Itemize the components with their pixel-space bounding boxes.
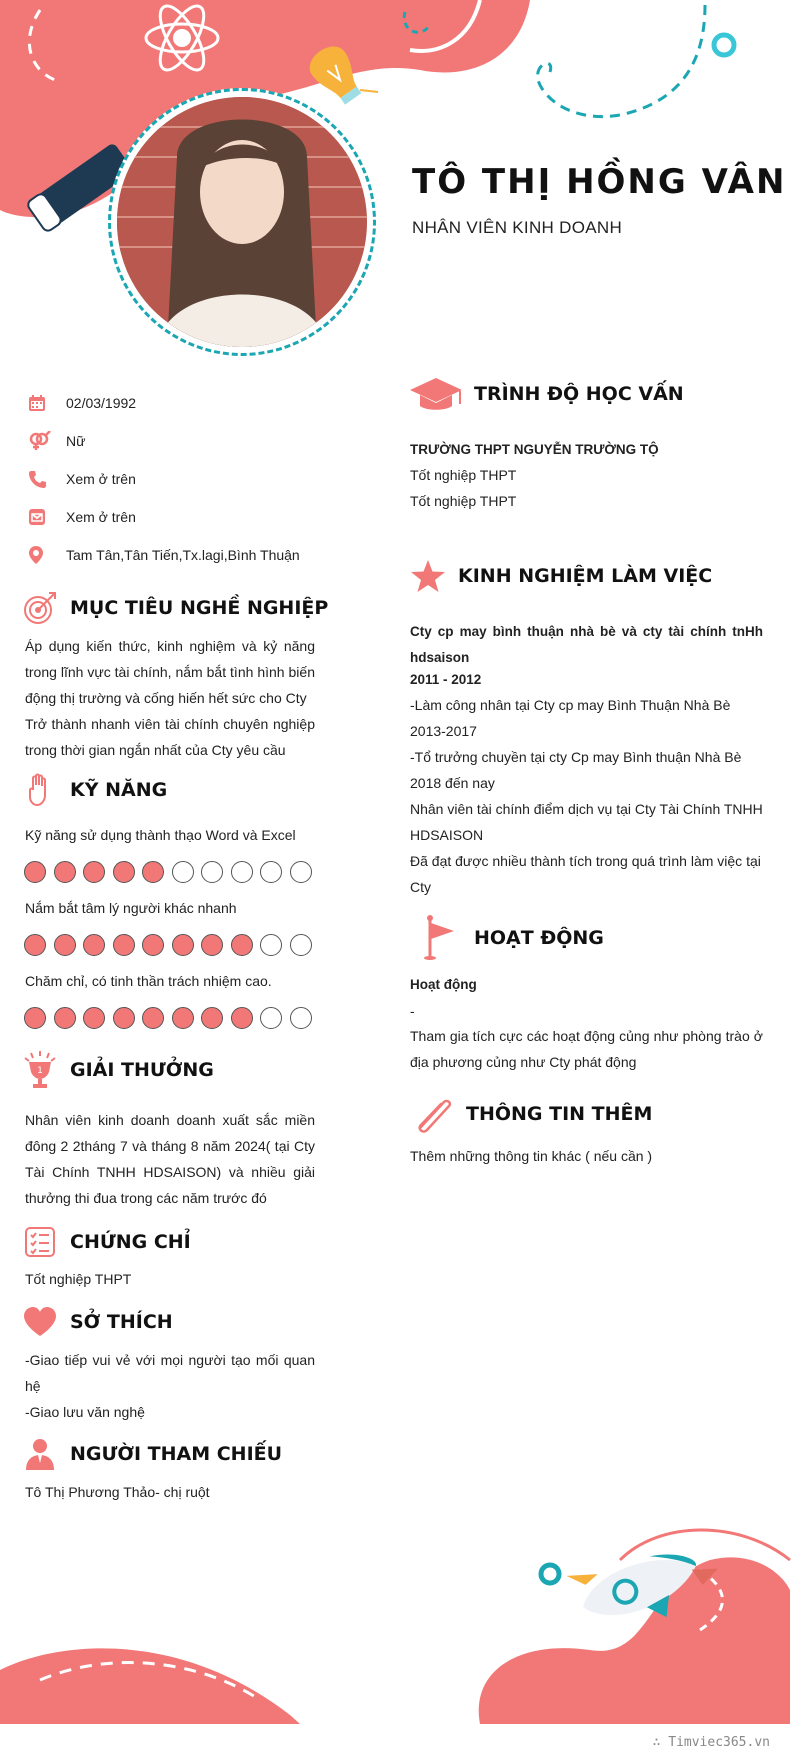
awards-text: Nhân viên kinh doanh doanh xuất sắc miền đông 2 2tháng 7 và tháng 8 năm 2024( tại Cty Tài Chính TNHH HDSAISON) và nhiều giải thưởng thi đua trong các năm trước đó (25, 1112, 315, 1206)
extra-heading (408, 1094, 652, 1134)
rating-dot-filled (231, 1007, 253, 1029)
rating-dot-empty (260, 861, 282, 883)
rating-dot-filled (83, 861, 105, 883)
hobbies-line-1: -Giao tiếp vui vẻ với mọi người tạo mối quan hệ (25, 1352, 315, 1394)
rating-dot-filled (113, 1007, 135, 1029)
contact-text: Xem ở trên (66, 471, 136, 487)
location-icon (28, 544, 58, 566)
skills-heading (20, 770, 167, 810)
star-icon (408, 556, 448, 596)
section-title: GIẢI THƯỞNG (70, 1059, 214, 1081)
rating-dot-filled (142, 1007, 164, 1029)
section-title: HOẠT ĐỘNG (474, 927, 604, 949)
activities-title: Hoạt động (410, 977, 477, 992)
awards-heading (20, 1050, 214, 1090)
references-text: Tô Thị Phương Thảo- chị ruột (25, 1484, 210, 1500)
education-school: TRƯỜNG THPT NGUYỄN TRƯỜNG TỘ (410, 442, 659, 457)
hobbies-heading (20, 1302, 173, 1342)
activities-dash: - (410, 1003, 415, 1019)
contact-email (28, 498, 328, 536)
flag-icon (408, 918, 464, 958)
svg-text:1: 1 (37, 1066, 43, 1076)
contact-birthdate (28, 384, 328, 422)
section-title: KINH NGHIỆM LÀM VIỆC (458, 565, 713, 587)
skill-label: Nắm bắt tâm lý người khác nhanh (25, 900, 237, 916)
rating-dot-filled (24, 934, 46, 956)
contact-text: Xem ở trên (66, 509, 136, 525)
certificates-text: Tốt nghiệp THPT (25, 1271, 132, 1287)
graduation-cap-icon (408, 374, 464, 414)
skill-rating (24, 934, 319, 956)
activities-heading (408, 918, 604, 958)
skill-label: Chăm chỉ, có tinh thần trách nhiệm cao. (25, 973, 272, 989)
heart-icon (20, 1302, 60, 1342)
contact-text: Nữ (66, 433, 86, 449)
education-line-1: Tốt nghiệp THPT (410, 467, 517, 483)
rating-dot-filled (142, 861, 164, 883)
experience-line: 2018 đến nay (410, 775, 495, 791)
profile-name: TÔ THỊ HỒNG VÂN (412, 162, 787, 202)
section-title: KỸ NĂNG (70, 779, 168, 801)
rating-dot-filled (113, 861, 135, 883)
checklist-icon (20, 1222, 60, 1262)
skill-rating (24, 861, 319, 883)
rating-dot-filled (24, 861, 46, 883)
contact-phone (28, 460, 328, 498)
contact-gender (28, 422, 328, 460)
rating-dot-filled (83, 1007, 105, 1029)
hobbies-line-2: -Giao lưu văn nghệ (25, 1404, 145, 1420)
rating-dot-filled (172, 1007, 194, 1029)
profile-photo (108, 88, 376, 356)
objective-text: Áp dụng kiến thức, kinh nghiệm và kỷ năng trong lĩnh vực tài chính, nắm bắt tình hình biến động thị trường và cống hiến hết sức cho Cty (25, 638, 315, 706)
experience-line: -Tổ trưởng chuyền tại cty Cp may Bình thuận Nhà Bè (410, 749, 742, 765)
experience-line: 2013-2017 (410, 723, 477, 739)
rating-dot-empty (290, 861, 312, 883)
education-heading (408, 374, 684, 414)
section-title: SỞ THÍCH (70, 1311, 173, 1333)
target-icon (20, 588, 60, 628)
experience-heading (408, 556, 712, 596)
references-heading (20, 1434, 282, 1474)
section-title: THÔNG TIN THÊM (466, 1103, 653, 1125)
rating-dot-filled (54, 1007, 76, 1029)
rating-dot-empty (172, 861, 194, 883)
email-icon (28, 506, 58, 528)
contact-address (28, 536, 328, 574)
rating-dot-empty (231, 861, 253, 883)
paperclip-icon (408, 1094, 456, 1134)
contact-text: 02/03/1992 (66, 395, 137, 411)
watermark: ∴ Timviec365.vn (652, 1735, 770, 1750)
rating-dot-empty (201, 861, 223, 883)
extra-text: Thêm những thông tin khác ( nếu cần ) (410, 1148, 653, 1164)
skill-rating (24, 1007, 319, 1029)
rating-dot-filled (172, 934, 194, 956)
avatar-portrait (117, 97, 367, 347)
phone-icon (28, 468, 58, 490)
rating-dot-filled (142, 934, 164, 956)
experience-line: -Làm công nhân tại Cty cp may Bình Thuận Nhà Bè (410, 697, 731, 713)
objective-heading (20, 588, 328, 628)
contact-text: Tam Tân,Tân Tiến,Tx.lagi,Bình Thuận (66, 547, 300, 563)
certificates-heading (20, 1222, 191, 1262)
section-title: CHỨNG CHỈ (70, 1231, 191, 1253)
rating-dot-filled (54, 861, 76, 883)
rating-dot-filled (54, 934, 76, 956)
rating-dot-empty (290, 1007, 312, 1029)
section-title: NGƯỜI THAM CHIẾU (70, 1443, 283, 1465)
person-icon (20, 1434, 60, 1474)
activities-text: Tham gia tích cực các hoạt động củng như phòng trào ở địa phương củng như Cty phát động (410, 1028, 763, 1070)
skill-label: Kỹ năng sử dụng thành thạo Word và Excel (25, 827, 296, 843)
rating-dot-filled (201, 1007, 223, 1029)
rating-dot-empty (260, 1007, 282, 1029)
calendar-icon (28, 392, 58, 414)
rating-dot-filled (83, 934, 105, 956)
gender-icon (28, 430, 58, 452)
profile-title: NHÂN VIÊN KINH DOANH (412, 218, 623, 237)
experience-line: Đã đạt được nhiều thành tích trong quá trình làm việc tại Cty (410, 853, 761, 895)
rating-dot-filled (231, 934, 253, 956)
rating-dot-filled (201, 934, 223, 956)
trophy-icon (20, 1050, 60, 1090)
experience-line: Nhân viên tài chính điểm dịch vụ tại Cty Tài Chính TNHH HDSAISON (410, 801, 763, 843)
rating-dot-empty (290, 934, 312, 956)
education-line-2: Tốt nghiệp THPT (410, 493, 517, 509)
experience-period: 2011 - 2012 (410, 672, 482, 687)
section-title: MỤC TIÊU NGHỀ NGHIỆP (70, 597, 329, 619)
contact-list (28, 384, 328, 574)
rating-dot-filled (113, 934, 135, 956)
rating-dot-filled (24, 1007, 46, 1029)
objective-text-2: Trở thành nhanh viên tài chính chuyên nghiệp trong thời gian ngắn nhất của Cty yêu cầu (25, 716, 315, 758)
bottom-decoration (0, 1500, 800, 1756)
section-title: TRÌNH ĐỘ HỌC VẤN (474, 383, 684, 405)
rating-dot-empty (260, 934, 282, 956)
hand-icon (20, 770, 60, 810)
experience-company: Cty cp may bình thuận nhà bè và cty tài chính tnHh hdsaison (410, 624, 763, 665)
